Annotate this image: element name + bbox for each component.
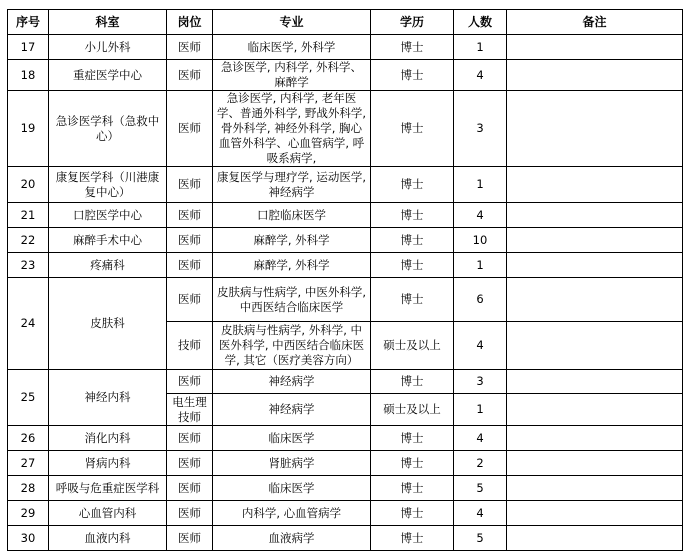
cell-post: 医师 <box>167 60 213 91</box>
cell-note <box>507 91 683 167</box>
cell-post: 医师 <box>167 167 213 203</box>
cell-no: 29 <box>8 501 49 526</box>
cell-post: 医师 <box>167 91 213 167</box>
cell-count: 4 <box>454 322 507 370</box>
cell-no: 18 <box>8 60 49 91</box>
header-count: 人数 <box>454 10 507 35</box>
header-dept: 科室 <box>49 10 167 35</box>
cell-major: 临床医学 <box>213 426 371 451</box>
cell-no: 30 <box>8 526 49 551</box>
cell-major: 临床医学 <box>213 476 371 501</box>
cell-note <box>507 228 683 253</box>
cell-count: 1 <box>454 394 507 426</box>
header-note: 备注 <box>507 10 683 35</box>
cell-post: 医师 <box>167 526 213 551</box>
cell-dept: 神经内科 <box>49 370 167 426</box>
cell-no: 22 <box>8 228 49 253</box>
cell-post: 医师 <box>167 253 213 278</box>
table-row <box>8 203 683 228</box>
cell-no: 25 <box>8 370 49 426</box>
cell-note <box>507 167 683 203</box>
cell-count: 4 <box>454 426 507 451</box>
cell-edu: 博士 <box>371 203 454 228</box>
table-row <box>8 167 683 203</box>
header-row <box>8 10 683 35</box>
cell-major: 内科学, 心血管病学 <box>213 501 371 526</box>
cell-dept: 皮肤科 <box>49 278 167 370</box>
cell-edu: 博士 <box>371 476 454 501</box>
cell-edu: 硕士及以上 <box>371 322 454 370</box>
header-edu: 学历 <box>371 10 454 35</box>
cell-dept: 麻醉手术中心 <box>49 228 167 253</box>
cell-edu: 博士 <box>371 60 454 91</box>
cell-no: 28 <box>8 476 49 501</box>
cell-no: 19 <box>8 91 49 167</box>
cell-dept: 口腔医学中心 <box>49 203 167 228</box>
cell-note <box>507 203 683 228</box>
cell-count: 4 <box>454 60 507 91</box>
cell-dept: 重症医学中心 <box>49 60 167 91</box>
table-row <box>8 501 683 526</box>
cell-edu: 博士 <box>371 167 454 203</box>
cell-major: 麻醉学, 外科学 <box>213 253 371 278</box>
cell-edu: 博士 <box>371 526 454 551</box>
cell-dept: 小儿外科 <box>49 35 167 60</box>
cell-post: 医师 <box>167 426 213 451</box>
cell-note <box>507 526 683 551</box>
cell-count: 5 <box>454 476 507 501</box>
cell-major: 麻醉学, 外科学 <box>213 228 371 253</box>
cell-major: 口腔临床医学 <box>213 203 371 228</box>
cell-post: 医师 <box>167 228 213 253</box>
cell-edu: 硕士及以上 <box>371 394 454 426</box>
header-no: 序号 <box>8 10 49 35</box>
cell-edu: 博士 <box>371 451 454 476</box>
cell-note <box>507 451 683 476</box>
cell-edu: 博士 <box>371 35 454 60</box>
table-row <box>8 91 683 167</box>
cell-note <box>507 322 683 370</box>
cell-edu: 博士 <box>371 228 454 253</box>
cell-note <box>507 278 683 322</box>
cell-count: 3 <box>454 91 507 167</box>
cell-major: 皮肤病与性病学, 中医外科学, 中西医结合临床医学 <box>213 278 371 322</box>
cell-count: 1 <box>454 167 507 203</box>
cell-note <box>507 476 683 501</box>
cell-count: 10 <box>454 228 507 253</box>
document-page <box>7 9 683 551</box>
cell-no: 24 <box>8 278 49 370</box>
cell-note <box>507 501 683 526</box>
table-row <box>8 60 683 91</box>
cell-dept: 急诊医学科（急救中心） <box>49 91 167 167</box>
cell-post: 医师 <box>167 35 213 60</box>
recruitment-table <box>7 9 683 551</box>
table-row <box>8 476 683 501</box>
cell-note <box>507 426 683 451</box>
cell-major: 急诊医学, 内科学, 老年医学、普通外科学, 野战外科学, 骨外科学, 神经外科学, 胸心血管外科学、心血管病学, 呼吸系病学, <box>213 91 371 167</box>
table-row <box>8 228 683 253</box>
table-row <box>8 35 683 60</box>
cell-major: 临床医学, 外科学 <box>213 35 371 60</box>
table-row <box>8 426 683 451</box>
cell-major: 急诊医学, 内科学, 外科学、麻醉学 <box>213 60 371 91</box>
cell-edu: 博士 <box>371 370 454 394</box>
cell-edu: 博士 <box>371 253 454 278</box>
cell-count: 1 <box>454 253 507 278</box>
cell-no: 26 <box>8 426 49 451</box>
cell-post: 医师 <box>167 501 213 526</box>
table-row <box>8 370 683 394</box>
cell-dept: 呼吸与危重症医学科 <box>49 476 167 501</box>
cell-major: 神经病学 <box>213 370 371 394</box>
cell-no: 17 <box>8 35 49 60</box>
header-major: 专业 <box>213 10 371 35</box>
cell-count: 4 <box>454 501 507 526</box>
cell-note <box>507 370 683 394</box>
cell-post: 医师 <box>167 370 213 394</box>
cell-note <box>507 35 683 60</box>
cell-major: 肾脏病学 <box>213 451 371 476</box>
cell-dept: 肾病内科 <box>49 451 167 476</box>
cell-post: 电生理技师 <box>167 394 213 426</box>
cell-note <box>507 394 683 426</box>
cell-edu: 博士 <box>371 278 454 322</box>
cell-edu: 博士 <box>371 501 454 526</box>
cell-post: 医师 <box>167 451 213 476</box>
cell-count: 2 <box>454 451 507 476</box>
cell-count: 1 <box>454 35 507 60</box>
cell-dept: 疼痛科 <box>49 253 167 278</box>
cell-dept: 心血管内科 <box>49 501 167 526</box>
cell-count: 5 <box>454 526 507 551</box>
cell-note <box>507 253 683 278</box>
cell-post: 医师 <box>167 203 213 228</box>
table-row <box>8 253 683 278</box>
table-row <box>8 451 683 476</box>
table-row <box>8 526 683 551</box>
cell-count: 3 <box>454 370 507 394</box>
cell-count: 6 <box>454 278 507 322</box>
cell-no: 20 <box>8 167 49 203</box>
cell-edu: 博士 <box>371 426 454 451</box>
cell-major: 神经病学 <box>213 394 371 426</box>
cell-dept: 康复医学科（川港康复中心） <box>49 167 167 203</box>
cell-count: 4 <box>454 203 507 228</box>
cell-major: 康复医学与理疗学, 运动医学, 神经病学 <box>213 167 371 203</box>
cell-note <box>507 60 683 91</box>
table-row <box>8 278 683 322</box>
cell-no: 23 <box>8 253 49 278</box>
cell-post: 医师 <box>167 278 213 322</box>
header-post: 岗位 <box>167 10 213 35</box>
cell-dept: 消化内科 <box>49 426 167 451</box>
cell-edu: 博士 <box>371 91 454 167</box>
cell-post: 医师 <box>167 476 213 501</box>
cell-post: 技师 <box>167 322 213 370</box>
cell-major: 皮肤病与性病学, 外科学, 中医外科学, 中西医结合临床医学, 其它（医疗美容方向） <box>213 322 371 370</box>
cell-no: 27 <box>8 451 49 476</box>
cell-no: 21 <box>8 203 49 228</box>
cell-dept: 血液内科 <box>49 526 167 551</box>
cell-major: 血液病学 <box>213 526 371 551</box>
